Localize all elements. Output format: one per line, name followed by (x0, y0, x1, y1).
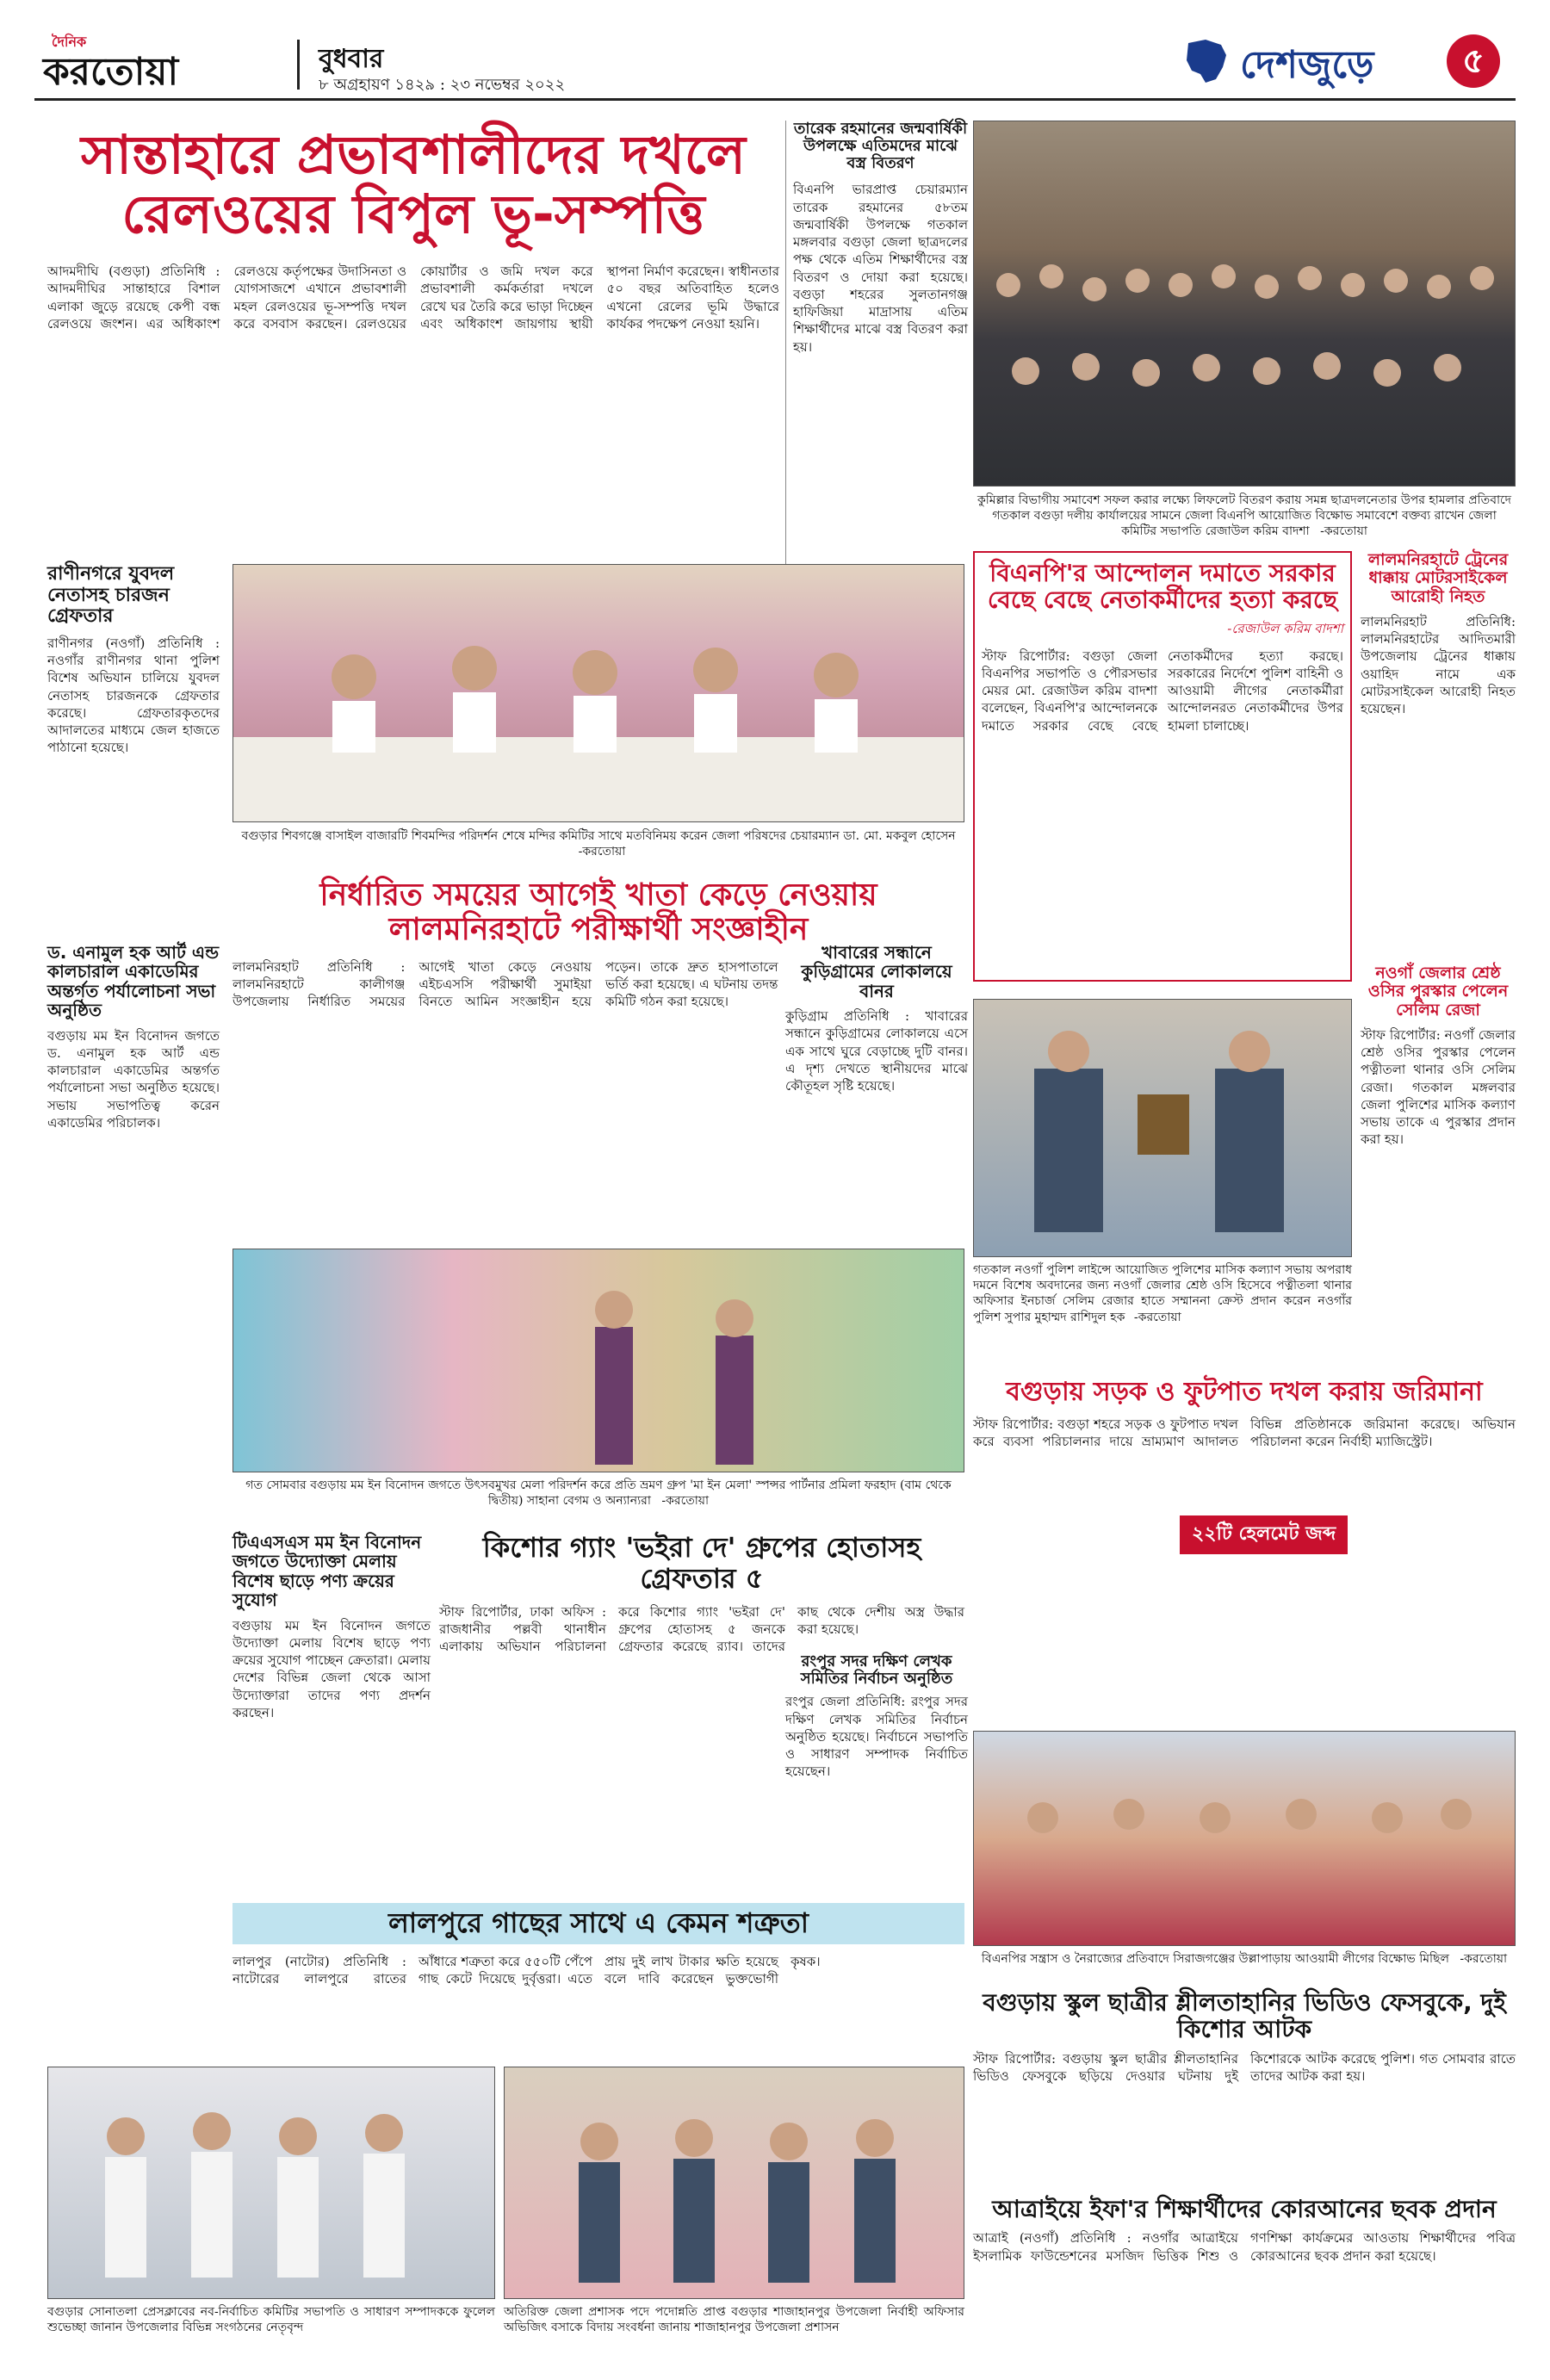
lead-headline: সান্তাহারে প্রভাবশালীদের দখলে রেলওয়ের বিপুল ভূ-সম্পত্তি (81, 123, 746, 246)
exam-story: নির্ধারিত সময়ের আগেই খাতা কেড়ে নেওয়ায় লালমনিরহাটে পরীক্ষার্থী সংজ্ঞাহীন লালমনিরহাট প্রতিনিধি : লালমনিরহাটে কালীগঞ্জ উপজেলায় নির্ধারিত সময়ের আগেই খাতা কেড়ে নেওয়ায় এইচএসসি পরীক্ষার্থী সুমাইয়া বিনতে আমিন সংজ্ঞাহীন হয়ে পড়েন। তাকে দ্রুত হাসপাতালে ভর্তি করা হয়েছে। এ ঘটনায় তদন্ত কমিটি গঠন করা হয়েছে। (232, 877, 877, 1010)
school-story: বগুড়ায় স্কুল ছাত্রীর শ্লীলতাহানির ভিডিও ফেসবুকে, দুই কিশোর আটক স্টাফ রিপোর্টার: বগুড়ায় স্কুল ছাত্রীর শ্লীলতাহানির ভিডিও ফেসবুকে ছড়িয়ে দেওয়ার ঘটনায় দুই কিশোরকে আটক করেছে পুলিশ। গত সোমবার রাতে তাদের আটক করা হয়। (973, 1988, 1516, 2084)
kurigram-story: খাবারের সন্ধানে কুড়িগ্রামের লোকালয়ে বানর কুড়িগ্রাম প্রতিনিধি : খাবারের সন্ধানে কুড়িগ্রামের লোকালয়ে এসে এক সাথে ঘুরে বেড়াচ্ছে দুটি বানর। এ দৃশ্য দেখতে স্থানীয়দের মাঝে কৌতূহল সৃষ্টি হয়েছে। (785, 942, 968, 1094)
lalmonirhat-accident-story: লালমনিরহাটে ট্রেনের ধাক্কায় মোটরসাইকেল আরোহী নিহত লালমনিরহাট প্রতিনিধি: লালমনিরহাটের আদিতমারী উপজেলায় ট্রেনের ধাক্কায় ওয়াহিদ নামে এক মোটরসাইকেল আরোহী নিহত হয়েছেন। (1361, 550, 1516, 717)
award-photo (973, 999, 1352, 1257)
rally-photo-credit: -করতোয়া (1460, 1952, 1508, 1966)
bnp-byline: -রেজাউল করিম বাদশা (1227, 620, 1343, 636)
section-name: দেশজুড়ে (1240, 43, 1374, 87)
gang-story: কিশোর গ্যাং 'ভইরা দে' গ্রুপের হোতাসহ গ্রেফতার ৫ স্টাফ রিপোর্টার, ঢাকা অফিস : রাজধানীর পল্লবী থানাধীন এলাকায় অভিযান পরিচালনা করে কিশোর গ্যাং 'ভইরা দে' গ্রুপের হোতাসহ ৫ জনকে গ্রেফতার করেছে র‍্যাব। তাদের কাছ থেকে দেশীয় অস্ত্র উদ্ধার করা হয়েছে। (439, 1531, 964, 1655)
top-photo-caption: কুমিল্লার বিভাগীয় সমাবেশ সফল করার লক্ষ্যে লিফলেট বিতরণ করায় সমন্ন ছাত্রদলনেতার উপর হামলার প্রতিবাদে গতকাল বগুড়া দলীয় কার্যালয়ের সামনে জেলা বিএনপি আয়োজিত বিক্ষোভ সমাবেশে বক্তব্য রাখেন জেলা কমিটির সভাপতি রেজাউল করিম বাদশা -করতোয়া (976, 493, 1512, 539)
ifa-story: আত্রাইয়ে ইফা'র শিক্ষার্থীদের কোরআনের ছবক প্রদান আত্রাই (নওগাঁ) প্রতিনিধি : নওগাঁর আত্রাইয়ে ইসলামিক ফাউন্ডেশনের মসজিদ ভিত্তিক শিশু ও গণশিক্ষা কার্যক্রমের আওতায় শিক্ষার্থীদের পবিত্র কোরআনের ছবক প্রদান করা হয়েছে। (973, 2195, 1516, 2264)
side-story: তারেক রহমানের জন্মবার্ষিকী উপলক্ষে এতিমদের মাঝে বস্ত্র বিতরণ বিএনপি ভারপ্রাপ্ত চেয়ারম্যান তারেক রহমানের ৫৮তম জন্মবার্ষিকী উপলক্ষে গতকাল মঙ্গলবার বগুড়া জেলা ছাত্রদলের পক্ষ থেকে এতিম শিক্ষার্থীদের বস্ত্র বিতরণ ও দোয়া করা হয়েছে। বগুড়া শহরের সুলতানগঞ্জ হাফিজিয়া মাদ্রাসায় এতিম শিক্ষার্থীদের মাঝে বস্ত্র বিতরণ করা হয়। (785, 121, 968, 620)
fair-photo-credit: -করতোয়া (661, 1494, 710, 1509)
jubodal-story: রাণীনগরে যুবদল নেতাসহ চারজন গ্রেফতার রাণীনগর (নওগাঁ) প্রতিনিধি : নওগাঁর রাণীনগর থানা পুলিশ বিশেষ অভিযান চালিয়ে যুবদল নেতাসহ চারজনকে গ্রেফতার করেছে। গ্রেফতারকৃতদের আদালতের মাধ্যমে জেল হাজতে পাঠানো হয়েছে। (47, 563, 220, 756)
paper-name-small: দৈনিক (52, 34, 87, 50)
bangladesh-map-icon (1180, 36, 1233, 86)
tiaas-story: টিএএসএস মম ইন বিনোদন জগতে উদ্যোক্তা মেলায় বিশেষ ছাড়ে পণ্য ক্রয়ের সুযোগ বগুড়ায় মম ইন বিনোদন জগতে উদ্যোক্তা মেলায় বিশেষ ছাড়ে পণ্য ক্রয়ের সুযোগ পাচ্ছেন ক্রেতারা। মেলায় দেশের বিভিন্ন জেলা থেকে আসা উদ্যোক্তারা তাদের পণ্য প্রদর্শন করছেন। (232, 1532, 431, 1720)
temple-photo-credit: -করতোয়া (578, 845, 626, 859)
masthead-divider (297, 40, 300, 90)
fair-photo-caption: গত সোমবার বগুড়ায় মম ইন বিনোদন জগতে উৎসবমুখর মেলা পরিদর্শন করে প্রতি ভ্রমণ গ্রুপ 'মা ইন মেলা' স্পন্সর পার্টনার প্রমিলা ফরহাদ (বাম থেকে দ্বিতীয়) সাহানা বেগম ও অন্যান্যরা -করতোয়া (245, 1478, 952, 1509)
farewell-photo (504, 2067, 964, 2299)
rangpur-story: রংপুর সদর দক্ষিণ লেখক সমিতির নির্বাচন অনুষ্ঠিত রংপুর জেলা প্রতিনিধি: রংপুর সদর দক্ষিণ লেখক সমিতির নির্বাচন অনুষ্ঠিত হয়েছে। নির্বাচনে সভাপতি ও সাধারণ সম্পাদক নির্বাচিত হয়েছেন। (785, 1652, 968, 1780)
press-club-photo (47, 2067, 495, 2299)
masthead (34, 24, 1516, 102)
bogura-fine-story: বগুড়ায় সড়ক ও ফুটপাত দখল করায় জরিমানা স্টাফ রিপোর্টার: বগুড়া শহরে সড়ক ও ফুটপাত দখল করে ব্যবসা পরিচালনার দায়ে ভ্রাম্যমাণ আদালত বিভিন্ন প্রতিষ্ঠানকে জরিমানা করেছে। অভিযান পরিচালনা করেন নির্বাহী ম্যাজিস্ট্রেট। ২২টি হেলমেট জব্দ (973, 1378, 1516, 1722)
press-club-caption: বগুড়ার সোনাতলা প্রেসক্লাবের নব-নির্বাচিত কমিটির সভাপতি ও সাধারণ সম্পাদককে ফুলেল শুভেচ্ছা জানান উপজেলার বিভিন্ন সংগঠনের নেতৃবৃন্দ (47, 2305, 495, 2335)
farewell-caption: অতিরিক্ত জেলা প্রশাসক পদে পদোন্নতি প্রাপ্ত বগুড়ার শাজাহানপুর উপজেলা নির্বাহী অফিসার অভিজিৎ বসাকে বিদায় সংবর্ধনা জানায় শাজাহানপুর উপজেলা প্রশাসন (504, 2305, 964, 2335)
protest-rally-caption: বিএনপির সন্ত্রাস ও নৈরাজ্যের প্রতিবাদে সিরাজগঞ্জের উল্লাপাড়ায় আওয়ামী লীগের বিক্ষোভ মিছিল -করতোয়া (981, 1952, 1508, 1966)
naogaon-award-story: নওগাঁ জেলার শ্রেষ্ঠ ওসির পুরস্কার পেলেন সেলিম রেজা স্টাফ রিপোর্টার: নওগাঁ জেলার শ্রেষ্ঠ ওসির পুরস্কার পেলেন পত্নীতলা থানার ওসি সেলিম রেজা। গতকাল মঙ্গলবার জেলা পুলিশের মাসিক কল্যাণ সভায় তাকে এ পুরস্কার প্রদান করা হয়। (1361, 964, 1516, 1148)
seminar-story: ড. এনামুল হক আর্ট এন্ড কালচারাল একাডেমির অন্তর্গত পর্যালোচনা সভা অনুষ্ঠিত বগুড়ায় মম ইন বিনোদন জগতে ড. এনামুল হক আর্ট এন্ড কালচারাল একাডেমির অন্তর্গত পর্যালোচনা সভা অনুষ্ঠিত হয়েছে। সভায় সভাপতিত্ব করেন একাডেমির পরিচালক। (47, 942, 220, 1131)
lead-body: আদমদীঘি (বগুড়া) প্রতিনিধি : আদমদীঘির সান্তাহারে বিশাল এলাকা জুড়ে রয়েছে কেপী বন্ধ রেলওয়ে জংশন। এর অধিকাংশ রেলওয়ে কর্তৃপক্ষের উদাসিনতা ও যোগসাজশে এখানে প্রভাবশালী মহল রেলওয়ের ভূ-সম্পত্তি দখল করে বসবাস করছেন। রেলওয়ের কোয়ার্টার ও জমি দখল করে প্রভাবশালী কর্মকর্তারা দখলে রেখে ঘর তৈরি করে ভাড়া দিচ্ছেন এবং অধিকাংশ জায়গায় স্থায়ী স্থাপনা নির্মাণ করেছেন। স্বাধীনতার ৫০ বছর অতিবাহিত হলেও এখনো রেলের ভূমি উদ্ধারে কার্যকর পদক্ষেপ নেওয়া হয়নি। (47, 263, 779, 332)
paper-logo: করতোয়া (43, 50, 179, 94)
fair-photo (232, 1249, 964, 1472)
lalpur-headline-box: লালপুরে গাছের সাথে এ কেমন শত্রুতা (232, 1903, 964, 1944)
page-number: ৫ (1447, 34, 1500, 88)
temple-meeting-photo (232, 564, 964, 822)
protest-rally-photo (973, 1731, 1516, 1946)
weekday: বুধবার (319, 44, 384, 74)
temple-meeting-caption: বগুড়ার শিবগঞ্জে বাসাইল বাজারটি শিবমন্দির পরিদর্শন শেষে মন্দির কমিটির সাথে মতবিনিময় করেন জেলা পরিষদের চেয়ারম্যান ডা. মো. মকবুল হোসেন -করতোয়া (241, 829, 956, 859)
award-photo-credit: -করতোয়া (1133, 1310, 1181, 1324)
bnp-story: বিএনপি'র আন্দোলন দমাতে সরকার বেছে বেছে নেতাকর্মীদের হত্যা করছে -রেজাউল করিম বাদশা স্টাফ রিপোর্টার: বগুড়া জেলা বিএনপির সভাপতি ও পৌরসভার মেয়র মো. রেজাউল করিম বাদশা বলেছেন, বিএনপি'র আন্দোলনকে দমাতে সরকার বেছে বেছে নেতাকর্মীদের হত্যা করছে। সরকারের নির্দেশে পুলিশ বাহিনী ও আওয়ামী লীগের নেতাকর্মীরা আন্দোলনরত নেতাকর্মীদের উপর হামলা চালাচ্ছে। (973, 551, 1352, 982)
lalpur-story: লালপুরে গাছের সাথে এ কেমন শত্রুতা লালপুর (নাটোর) প্রতিনিধি : নাটোরের লালপুরে রাতের আঁধারে শত্রুতা করে ৫৫০টি পেঁপে গাছ কেটে দিয়েছে দুর্বৃত্তরা। এতে প্রায় দুই লাখ টাকার ক্ষতি হয়েছে বলে দাবি করেছেন ভুক্তভোগী কৃষক। (232, 1903, 964, 2049)
top-photo-credit: -করতোয়া (1320, 524, 1367, 539)
award-photo-caption: গতকাল নওগাঁ পুলিশ লাইন্সে আয়োজিত পুলিশের মাসিক কল্যাণ সভায় অপরাধ দমনে বিশেষ অবদানের জন্য নওগাঁ জেলার শ্রেষ্ঠ ওসি হিসেবে পত্নীতলা থানার অফিসার ইনচার্জ সেলিম রেজার হাতে সম্মাননা ক্রেস্ট প্রদান করেন নওগাঁর পুলিশ সুপার মুহাম্মদ রাশিদুল হক -করতোয়া (973, 1263, 1352, 1324)
helmet-seized-box: ২২টি হেলমেট জব্দ (1180, 1515, 1348, 1554)
date-line: ৮ অগ্রহায়ণ ১৪২৯ : ২৩ নভেম্বর ২০২২ (319, 76, 566, 94)
masthead-bottom-rule (34, 98, 1516, 101)
rally-crowd-photo (973, 121, 1516, 487)
